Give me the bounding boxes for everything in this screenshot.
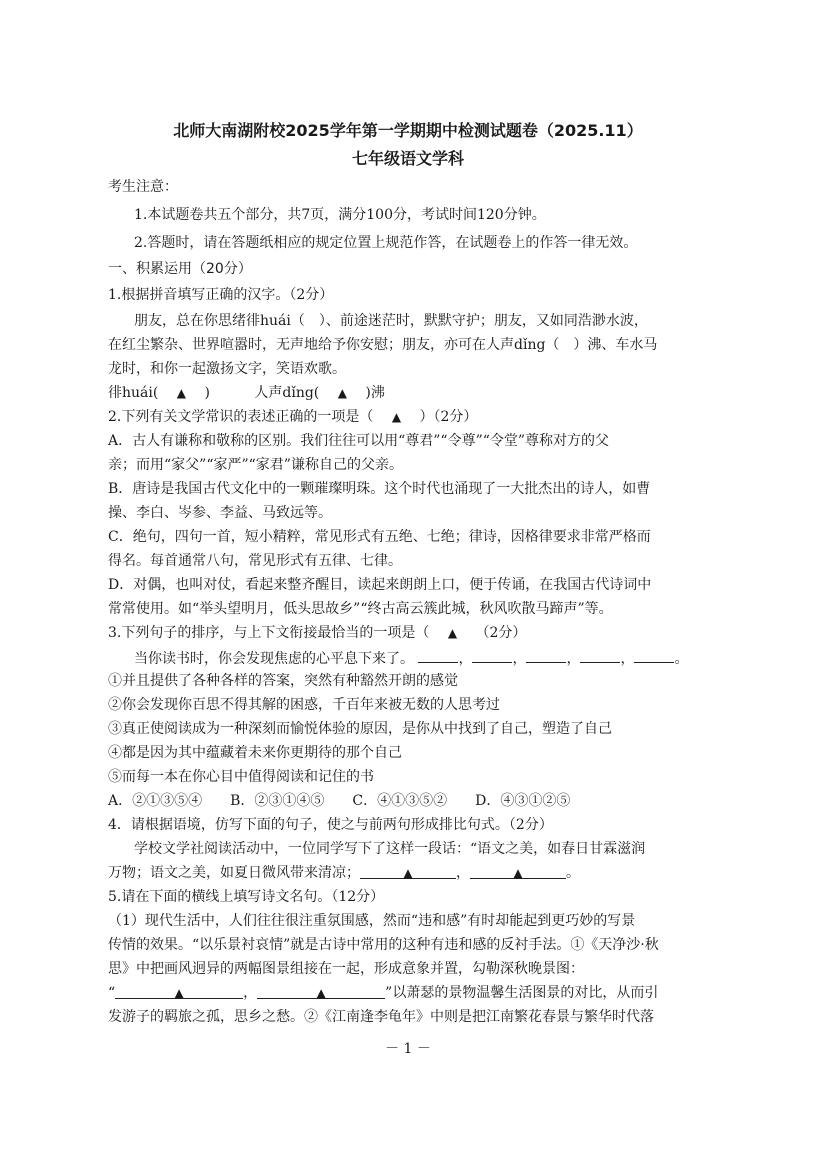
sentence-3: ③真正使阅读成为一种深刻而愉悦体验的原因，是你从中找到了自己，塑造了自己 [108, 721, 612, 737]
option-d-line-1: D．对偶，也叫对仗，看起来整齐醒目，读起来朗朗上口，便于传诵，在我国古代诗词中 [108, 577, 652, 593]
question-3-lead: 当你读书时，你会发现焦虑的心平息下来了。 [134, 651, 414, 667]
sentence-5: ⑤而每一本在你心目中值得阅读和记住的书 [108, 769, 374, 785]
question-3-stem-line [108, 624, 526, 642]
question-5-stem: 5.请在下面的横线上填写诗文名句。（12分） [108, 889, 385, 905]
order-blank-5 [634, 648, 674, 663]
question-5-line-4: “ ▲ ， ▲ ”以萧瑟的景物温馨生活图景的对比，从而引 [108, 985, 659, 1001]
question-5-line-5: 发游子的羁旅之孤，思乡之愁。②《江南逢李龟年》中则是把江南繁花春景与繁华时代落 [108, 1009, 654, 1025]
option-c-line-2: 得名。每首通常八句，常见形式有五律、七律。 [108, 553, 402, 569]
imitation-blank-1-marker: ▲ [403, 866, 413, 880]
order-blank-1 [418, 648, 458, 663]
question-3-options: A．②①③⑤④ B．②③①④⑤ C．④①③⑤② D．④③①②⑤ [108, 793, 571, 809]
option-c-line-1: C．绝句，四句一首，短小精粹，常见形式有五绝、七绝；律诗，因格律要求非常严格而 [108, 529, 651, 545]
question-5-line-4-text: ”以萧瑟的景物温馨生活图景的对比，从而引 [385, 985, 659, 1001]
question-2-stem: 2.下列有关文学常识的表述正确的一项是（ [108, 409, 374, 425]
imitation-blank-2-marker: ▲ [513, 866, 523, 880]
answer-2-blank-marker: ▲ [337, 386, 347, 400]
question-5-line-2: 传情的效果。“以乐景衬哀情”就是古诗中常用的这种有违和感的反衬手法。①《天净沙·秋 [108, 937, 659, 953]
option-d-line-2: 常常使用。如“举头望明月，低头思故乡”“终古高云簇此城，秋风吹散马蹄声”等。 [108, 601, 613, 617]
question-1-stem: 1.根据拼音填写正确的汉字。（2分） [108, 287, 334, 303]
sentence-4: ④都是因为其中蕴藏着未来你更期待的那个自己 [108, 745, 402, 761]
order-blank-2 [472, 648, 512, 663]
question-1-passage-line-2: 在红尘繁杂、世界喧嚣时，无声地给予你安慰；朋友，亦可在人声dǐng（ ）沸、车水马 [108, 337, 658, 353]
answer-2-label: 人声dǐng( [254, 385, 320, 401]
order-blank-4 [580, 648, 620, 663]
notice-label: 考生注意： [108, 179, 178, 195]
imitation-blank-1 [360, 864, 456, 879]
question-4-stem: 4．请根据语境，仿写下面的句子，使之与前两句形成排比句式。（2分） [108, 817, 553, 833]
poem-blank-2 [257, 984, 385, 999]
exam-subtitle: 七年级语文学科 [351, 149, 464, 168]
option-a-line-2: 亲；而用“家父”“家严”“家君”谦称自己的父亲。 [108, 457, 403, 473]
imitation-blank-2 [470, 864, 566, 879]
question-1-passage-line-1: 朋友，总在你思绪徘huái（ ）、前途迷茫时，默默守护；朋友，又如同浩渺水波， [134, 313, 648, 329]
notice-item-2: 2.答题时，请在答题纸相应的规定位置上规范作答，在试题卷上的作答一律无效。 [134, 235, 638, 251]
question-2-blank-marker: ▲ [391, 410, 402, 424]
exam-title: 北师大南湖附校2025学年第一学期期中检测试题卷（2025.11） [173, 121, 643, 140]
option-b-line-1: B．唐诗是我国古代文化中的一颗璀璨明珠。这个时代也涌现了一大批杰出的诗人，如曹 [108, 481, 651, 497]
question-1-answer-line [108, 384, 385, 402]
answer-2-close: )沸 [365, 385, 385, 401]
question-4-passage-line-2: 万物；语文之美，如夏日微风带来清凉； ▲ ， ▲ 。 [108, 865, 580, 881]
answer-1-close: ) [204, 385, 210, 401]
question-3-lead-line: 当你读书时，你会发现焦虑的心平息下来了。 ， ， ， ， 。 [134, 648, 688, 668]
order-blank-3 [526, 648, 566, 663]
section-heading: 一、积累运用（20分） [108, 261, 252, 277]
page-number: － 1 － [385, 1041, 431, 1057]
answer-1-blank-marker: ▲ [176, 386, 187, 400]
question-5-line-1: （1）现代生活中，人们往往很注重氛围感，然而“违和感”有时却能起到更巧妙的写景 [108, 913, 636, 929]
question-4-passage-text: 万物；语文之美，如夏日微风带来清凉； [108, 865, 360, 881]
sentence-2: ②你会发现你百思不得其解的困惑，千百年来被无数的人思考过 [108, 697, 500, 713]
question-3-blank-marker: ▲ [447, 626, 458, 640]
question-5-line-3: 思》中把画风迥异的两幅图景组接在一起，形成意象并置，勾勒深秋晚景图： [108, 961, 584, 977]
question-3-score: （2分） [475, 625, 527, 641]
question-1-passage-line-3: 龙时，和你一起激扬文字，笑语欢歌。 [108, 361, 346, 377]
question-4-passage-line-1: 学校文学社阅读活动中，一位同学写下了这样一段话：“语文之美，如春日甘霖滋润 [134, 841, 646, 857]
question-2-score: ）（2分） [419, 409, 478, 425]
question-3-stem: 3.下列句子的排序，与上下文衔接最恰当的一项是（ [108, 625, 430, 641]
option-a-line-1: A．古人有谦称和敬称的区别。我们往往可以用“尊君”“令尊”“令堂”尊称对方的父 [108, 433, 610, 449]
question-2-stem-line [108, 408, 477, 426]
sentence-1: ①并且提供了各种各样的答案，突然有种豁然开朗的感觉 [108, 673, 458, 689]
notice-item-1: 1.本试题卷共五个部分，共7页，满分100分，考试时间120分钟。 [134, 207, 546, 223]
option-b-line-2: 操、李白、岑参、李益、马致远等。 [108, 505, 332, 521]
poem-blank-1-marker: ▲ [174, 986, 184, 1000]
poem-blank-2-marker: ▲ [316, 986, 326, 1000]
answer-1-label: 徘huái( [108, 385, 159, 401]
poem-blank-1 [115, 984, 243, 999]
